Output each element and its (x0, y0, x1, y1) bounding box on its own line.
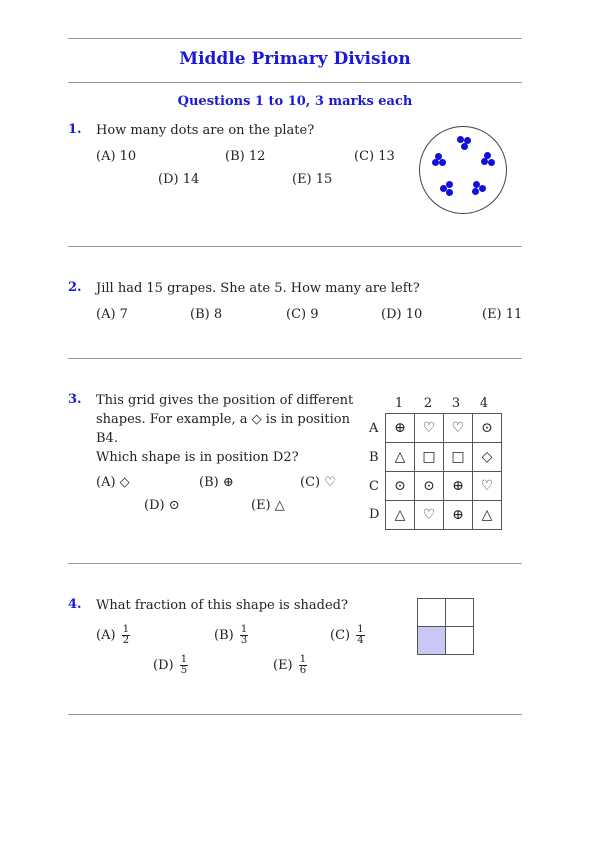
grid-cell: △ (386, 501, 415, 530)
grid-cell: △ (473, 501, 502, 530)
top-rule (68, 38, 522, 39)
option-label: (D) (153, 658, 174, 673)
shape-cell (446, 627, 474, 655)
title-rule (68, 82, 522, 83)
grid-cell: ⊙ (415, 472, 444, 501)
grid-cell: ⊕ (444, 472, 473, 501)
question-2-option-b[interactable]: (B) 8 (190, 307, 223, 322)
plate-dot (488, 159, 495, 166)
question-3-option-e[interactable]: (E) △ (251, 498, 285, 513)
grid-cell: □ (444, 443, 473, 472)
grid-cell: ⊙ (386, 472, 415, 501)
grid-row (386, 414, 502, 443)
grid-cell: ⊕ (444, 501, 473, 530)
question-2-text: Jill had 15 grapes. She ate 5. How many are left? (96, 281, 420, 296)
option-label: (B) (214, 628, 234, 643)
fraction-numerator: 1 (240, 624, 248, 635)
question-4-option-c[interactable] (330, 625, 365, 646)
question-1-option-a[interactable]: (A) 10 (96, 149, 137, 164)
fraction-numerator: 1 (180, 654, 188, 665)
question-3-text-line: shapes. For example, a ◇ is in position (96, 412, 350, 427)
fraction-shape-figure (417, 598, 474, 655)
question-3-text-line: Which shape is in position D2? (96, 450, 299, 465)
plate-dot (446, 189, 453, 196)
fraction-denominator: 5 (180, 665, 188, 676)
grid-row (386, 443, 502, 472)
question-3-option-c[interactable]: (C) ♡ (300, 475, 336, 490)
question-1-option-d[interactable]: (D) 14 (158, 172, 200, 187)
option-label: (E) (273, 658, 293, 673)
grid-cell: ♡ (415, 501, 444, 530)
fraction-numerator: 1 (299, 654, 307, 665)
fraction (180, 655, 188, 676)
plate-dot (472, 188, 479, 195)
grid-column-header: 3 (451, 396, 461, 411)
question-2-option-d[interactable]: (D) 10 (381, 307, 423, 322)
shape-row (418, 627, 474, 655)
shape-cell (418, 599, 446, 627)
fraction-denominator: 6 (299, 665, 307, 676)
page-title: Middle Primary Division (179, 49, 411, 69)
fraction-denominator: 2 (122, 635, 130, 646)
question-2-number: 2. (68, 280, 82, 295)
shape-row (418, 599, 474, 627)
grid-column-header: 4 (479, 396, 489, 411)
shape-position-grid (385, 413, 502, 530)
fraction (240, 625, 248, 646)
question-2-option-e[interactable]: (E) 11 (482, 307, 523, 322)
fraction-denominator: 3 (240, 635, 248, 646)
grid-column-header: 2 (423, 396, 433, 411)
grid-cell: ◇ (473, 443, 502, 472)
question-3-number: 3. (68, 392, 82, 407)
question-4-option-e[interactable] (273, 655, 307, 676)
plate-dot (446, 181, 453, 188)
divider-2 (68, 358, 522, 359)
question-4-text: What fraction of this shape is shaded? (96, 598, 348, 613)
grid-cell: ⊕ (386, 414, 415, 443)
fraction (122, 625, 130, 646)
question-4-option-b[interactable] (214, 625, 248, 646)
plate-dot (432, 159, 439, 166)
grid-cell: ♡ (473, 472, 502, 501)
plate-dot (479, 185, 486, 192)
divider-3 (68, 563, 522, 564)
grid-cell: △ (386, 443, 415, 472)
question-4-option-a[interactable] (96, 625, 130, 646)
fraction (299, 655, 307, 676)
grid-row-header: B (369, 450, 379, 465)
question-3-option-b[interactable]: (B) ⊕ (199, 475, 234, 490)
dot-plate-figure (419, 126, 507, 214)
question-1-option-c[interactable]: (C) 13 (354, 149, 395, 164)
plate-dot (481, 158, 488, 165)
fraction (356, 625, 364, 646)
grid-cell: □ (415, 443, 444, 472)
question-3-text (96, 392, 356, 466)
grid-cell: ♡ (444, 414, 473, 443)
question-4-option-d[interactable] (153, 655, 188, 676)
grid-row (386, 501, 502, 530)
option-label: (C) (330, 628, 351, 643)
question-4-number: 4. (68, 597, 82, 612)
plate-dot (461, 143, 468, 150)
plate-dot (439, 159, 446, 166)
grid-row (386, 472, 502, 501)
grid-row-header: A (369, 421, 379, 436)
shape-cell (446, 599, 474, 627)
question-1-option-b[interactable]: (B) 12 (225, 149, 266, 164)
divider-4 (68, 714, 522, 715)
question-1-number: 1. (68, 122, 82, 137)
section-subtitle: Questions 1 to 10, 3 marks each (177, 94, 413, 109)
question-2-option-a[interactable]: (A) 7 (96, 307, 128, 322)
grid-column-header: 1 (394, 396, 404, 411)
grid-cell: ⊙ (473, 414, 502, 443)
question-1-text: How many dots are on the plate? (96, 123, 315, 138)
question-1-option-e[interactable]: (E) 15 (292, 172, 333, 187)
grid-row-header: C (369, 479, 379, 494)
question-3-option-d[interactable]: (D) ⊙ (144, 498, 180, 513)
divider-1 (68, 246, 522, 247)
shape-cell-shaded (418, 627, 446, 655)
question-3-text-line: This grid gives the position of different (96, 393, 354, 408)
grid-cell: ♡ (415, 414, 444, 443)
fraction-denominator: 4 (357, 635, 364, 646)
question-2-option-c[interactable]: (C) 9 (286, 307, 319, 322)
plate-dot (457, 136, 464, 143)
grid-row-header: D (369, 507, 380, 522)
option-label: (A) (96, 628, 116, 643)
question-3-option-a[interactable]: (A) ◇ (96, 475, 130, 490)
fraction-numerator: 1 (357, 624, 364, 635)
fraction-numerator: 1 (122, 624, 130, 635)
question-3-text-line: B4. (96, 431, 118, 446)
